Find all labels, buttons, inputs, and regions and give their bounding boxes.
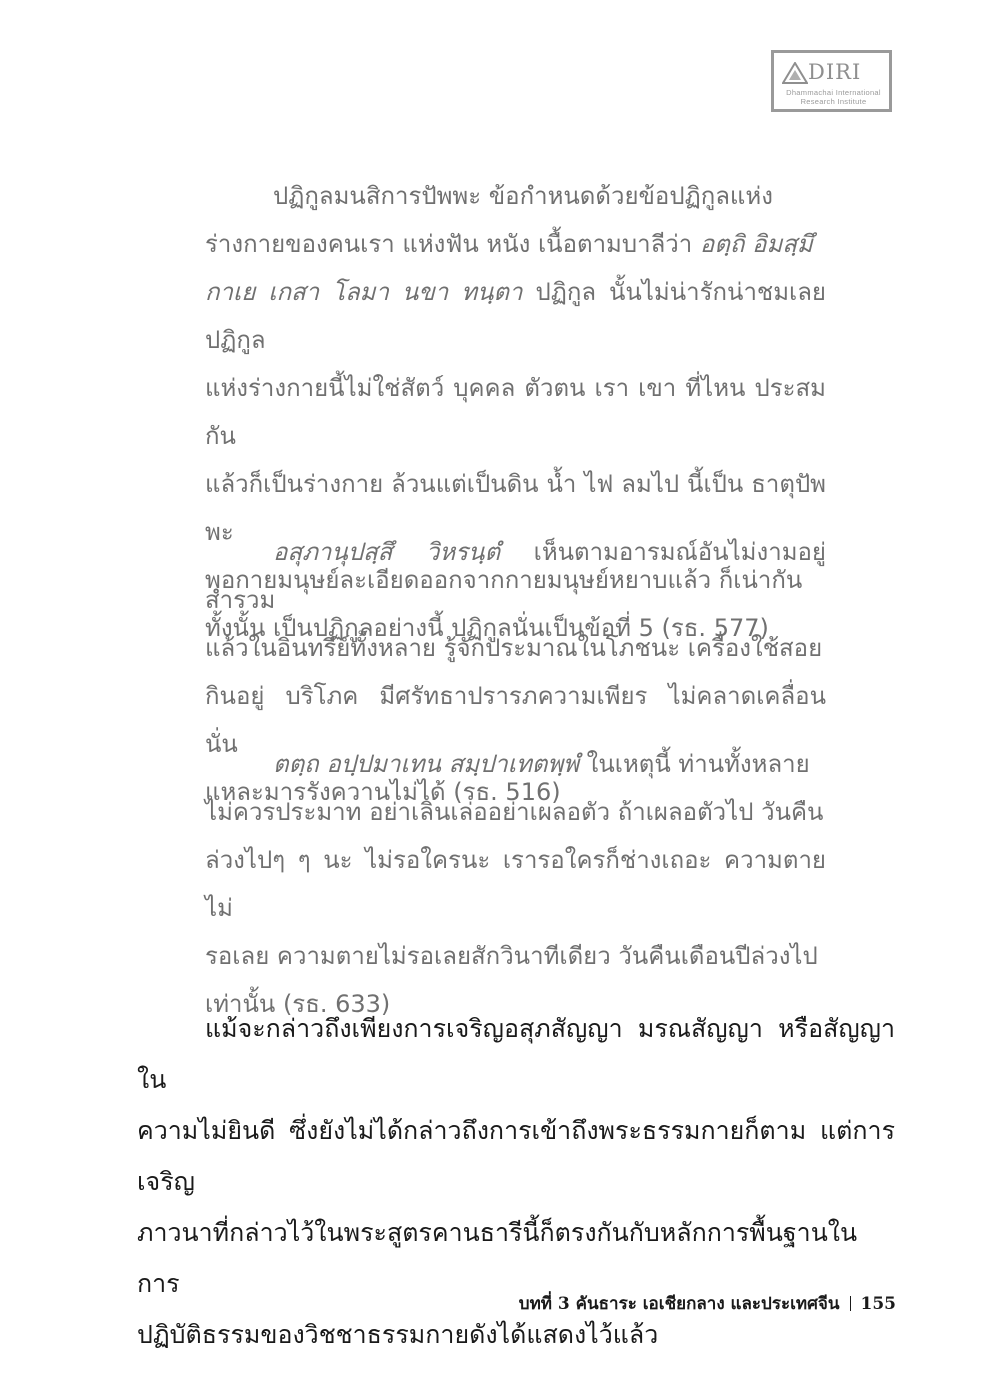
diri-logo [771, 50, 892, 112]
page-number: 155 [860, 1294, 896, 1314]
page-footer [519, 1290, 896, 1317]
quote-line: แห่งร่างกายนี้ไม่ใช่สัตว์ บุคคล ตัวตน เรา เขา ที่ไหน ประสมกัน [205, 374, 826, 450]
footer-separator [850, 1296, 851, 1311]
chapter-title: บทที่ 3 คันธาระ เอเชียกลาง และประเทศจีน [518, 1294, 840, 1314]
quote-line: รอเลย ความตายไม่รอเลยสักวินาทีเดียว วันคืนเดือนปีล่วงไป [205, 942, 818, 970]
quote-paragraph-3 [205, 740, 826, 1028]
quote-line: พอกายมนุษย์ละเอียดออกจากกายมนุษย์หยาบแล้ว ก็เน่ากัน [205, 566, 803, 594]
logo-subtitle: Dhammachai International Research Institute [786, 88, 881, 106]
quote-line: ไม่ควรประมาท อย่าเลินเล่ออย่าเผลอตัว ถ้าเผลอตัวไป วันคืน [205, 798, 824, 826]
logo-title: DIRI [808, 60, 862, 84]
quote-line: กาเย เกสา โลมา นขา ทนฺตา ปฏิกูล นั้นไม่น่ารักน่าชมเลย ปฏิกูล [205, 278, 826, 354]
body-line: แม้จะกล่าวถึงเพียงการเจริญอสุภสัญญา มรณสัญญา หรือสัญญาใน [137, 1014, 895, 1094]
body-line: ปฏิบัติธรรมของวิชชาธรรมกายดังได้แสดงไว้แล้ว [137, 1320, 659, 1349]
quote-line: ทั้งนั้น เป็นปฏิกูลอย่างนี้ ปฏิกูลนั่นเป็นข้อที่ 5 (รธ. 577) [205, 614, 769, 642]
pali-text: อตฺถิ อิมสฺมึ [699, 230, 813, 258]
quote-line: ล่วงไปๆ ๆ นะ ไม่รอใครนะ เรารอใครก็ช่างเถอะ ความตายไม่ [205, 846, 826, 922]
quote-line: เท่านั้น (รธ. 633) [205, 990, 391, 1018]
quote-line: แล้วก็เป็นร่างกาย ล้วนแต่เป็นดิน น้ำ ไฟ ลมไป นี้เป็น ธาตุปัพพะ [205, 470, 826, 546]
quote-line: อสุภานุปสฺสึ วิหรนฺตํ เห็นตามอารมณ์อันไม่งามอยู่ สำรวม [205, 538, 826, 614]
triangle-logo-icon [782, 62, 808, 84]
quote-line: แล้วในอินทรีย์ทั้งหลาย รู้จักประมาณในโภชนะ เครื่องใช้สอย [205, 634, 823, 662]
quote-line: แหละมารรังควานไม่ได้ (รธ. 516) [205, 778, 561, 806]
pali-text: กาเย เกสา โลมา นขา ทนฺตา [205, 278, 523, 306]
quote-line: ปฏิกูลมนสิการปัพพะ ข้อกำหนดด้วยข้อปฏิกูลแห่ง [273, 182, 773, 210]
body-line: ภาวนาที่กล่าวไว้ในพระสูตรคานธารีนี้ก็ตรงกันกับหลักการพื้นฐานในการ [137, 1218, 858, 1298]
quote-line: ร่างกายของคนเรา แห่งฟัน หนัง เนื้อตามบาลีว่า อตฺถิ อิมสฺมึ [205, 230, 813, 258]
quote-line: กินอยู่ บริโภค มีศรัทธาปรารภความเพียร ไม่คลาดเคลื่อน นั่น [205, 682, 826, 758]
quote-line: ตตฺถ อปฺปมาเทน สมฺปาเทตพฺพํ ในเหตุนี้ ท่านทั้งหลาย [273, 750, 810, 778]
pali-text: ตตฺถ อปฺปมาเทน สมฺปาเทตพฺพํ [273, 750, 579, 778]
pali-text: อสุภานุปสฺสึ วิหรนฺตํ [273, 538, 501, 566]
body-line: ความไม่ยินดี ซึ่งยังไม่ได้กล่าวถึงการเข้าถึงพระธรรมกายก็ตาม แต่การเจริญ [137, 1116, 895, 1196]
